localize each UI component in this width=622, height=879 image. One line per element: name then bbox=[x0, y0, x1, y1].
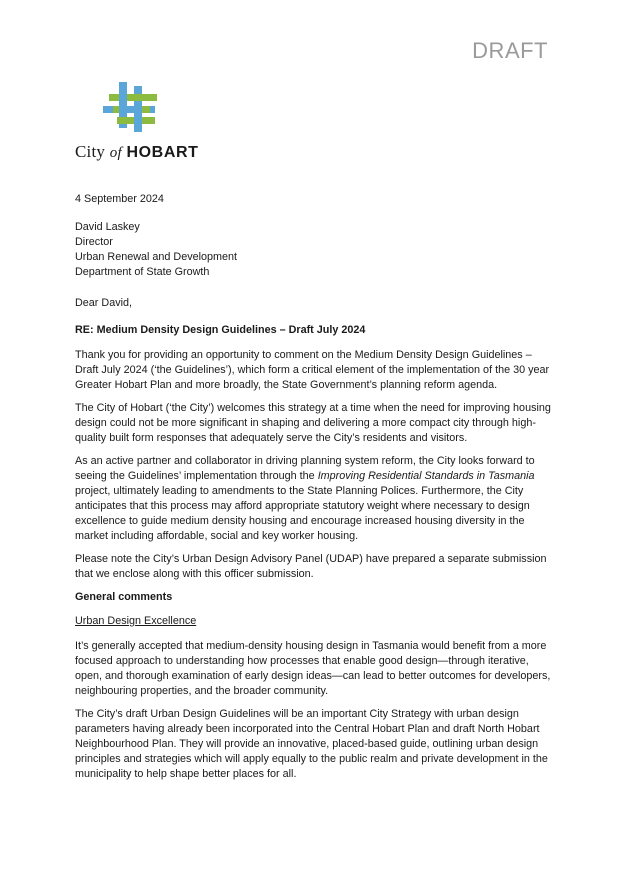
subheading-urban-design: Urban Design Excellence bbox=[75, 615, 197, 627]
section-heading-general: General comments bbox=[75, 591, 173, 603]
logo-of-text: of bbox=[109, 145, 122, 161]
project-name-italic: Improving Residential Standards in Tasmania bbox=[317, 470, 535, 482]
paragraph-design-process: It’s generally accepted that medium-density housing design in Tasmania would benefit from a more focused approach to understanding how processes that enable good design—through iterative, open, and thorough examination of early design ideas—can lead to better outcomes for developers, neighbouring properties, and the broader community. bbox=[75, 640, 551, 697]
hobart-crest-icon bbox=[103, 82, 161, 136]
recipient-department: Department of State Growth bbox=[75, 266, 210, 278]
paragraph-partner-text-b: project, ultimately leading to amendments to the State Planning Polices. Furthermore, the City anticipates that this process may afford appropriate statutory weight where necessary to design excellence to guide medium density housing and encourage increased housing diversity in the market including affordable, social and key worker housing. bbox=[75, 485, 530, 542]
draft-watermark: DRAFT bbox=[472, 38, 548, 63]
recipient-address bbox=[75, 220, 551, 280]
paragraph-welcome: The City of Hobart (‘the City’) welcomes this strategy at a time when the need for improving housing design could not be more significant in shaping and delivering a more compact city through high-quality built form responses that adequately serve the City’s residents and visitors. bbox=[75, 402, 551, 444]
paragraph-partner-text-a: As an active partner and collaborator in driving planning system reform, the City looks forward to seeing the Guidelines’ implementation through the bbox=[75, 455, 535, 482]
logo-wordmark bbox=[75, 142, 199, 162]
recipient-title: Director bbox=[75, 236, 113, 248]
paragraph-partner bbox=[75, 454, 551, 544]
recipient-unit: Urban Renewal and Development bbox=[75, 251, 238, 263]
recipient-name: David Laskey bbox=[75, 221, 140, 233]
city-of-hobart-logo bbox=[75, 82, 199, 162]
re-line: RE: Medium Density Design Guidelines – Draft July 2024 bbox=[75, 324, 366, 336]
salutation: Dear David, bbox=[75, 297, 133, 309]
paragraph-intro: Thank you for providing an opportunity to comment on the Medium Density Design Guidelines – Draft July 2024 (‘the Guidelines’), which form a critical element of the implementation of the 30 year Greater Hobart Plan and more broadly, the State Government’s planning reform agenda. bbox=[75, 349, 550, 391]
paragraph-udap: Please note the City’s Urban Design Advisory Panel (UDAP) have prepared a separate submission that we enclose along with this officer submission. bbox=[75, 553, 547, 580]
logo-hobart-text: HOBART bbox=[126, 144, 199, 161]
paragraph-urban-guidelines: The City’s draft Urban Design Guidelines will be an important City Strategy with urban design parameters having already been incorporated into the Central Hobart Plan and draft North Hobart Neighbourhood Plan. They will provide an innovative, placed-based guide, outlining urban design principles and strategies which will apply equally to the public realm and private development in the municipality to help shape better places for all. bbox=[75, 708, 548, 780]
logo-city-text: City bbox=[75, 142, 106, 161]
letter-date: 4 September 2024 bbox=[75, 193, 164, 205]
letter-body bbox=[75, 192, 551, 790]
